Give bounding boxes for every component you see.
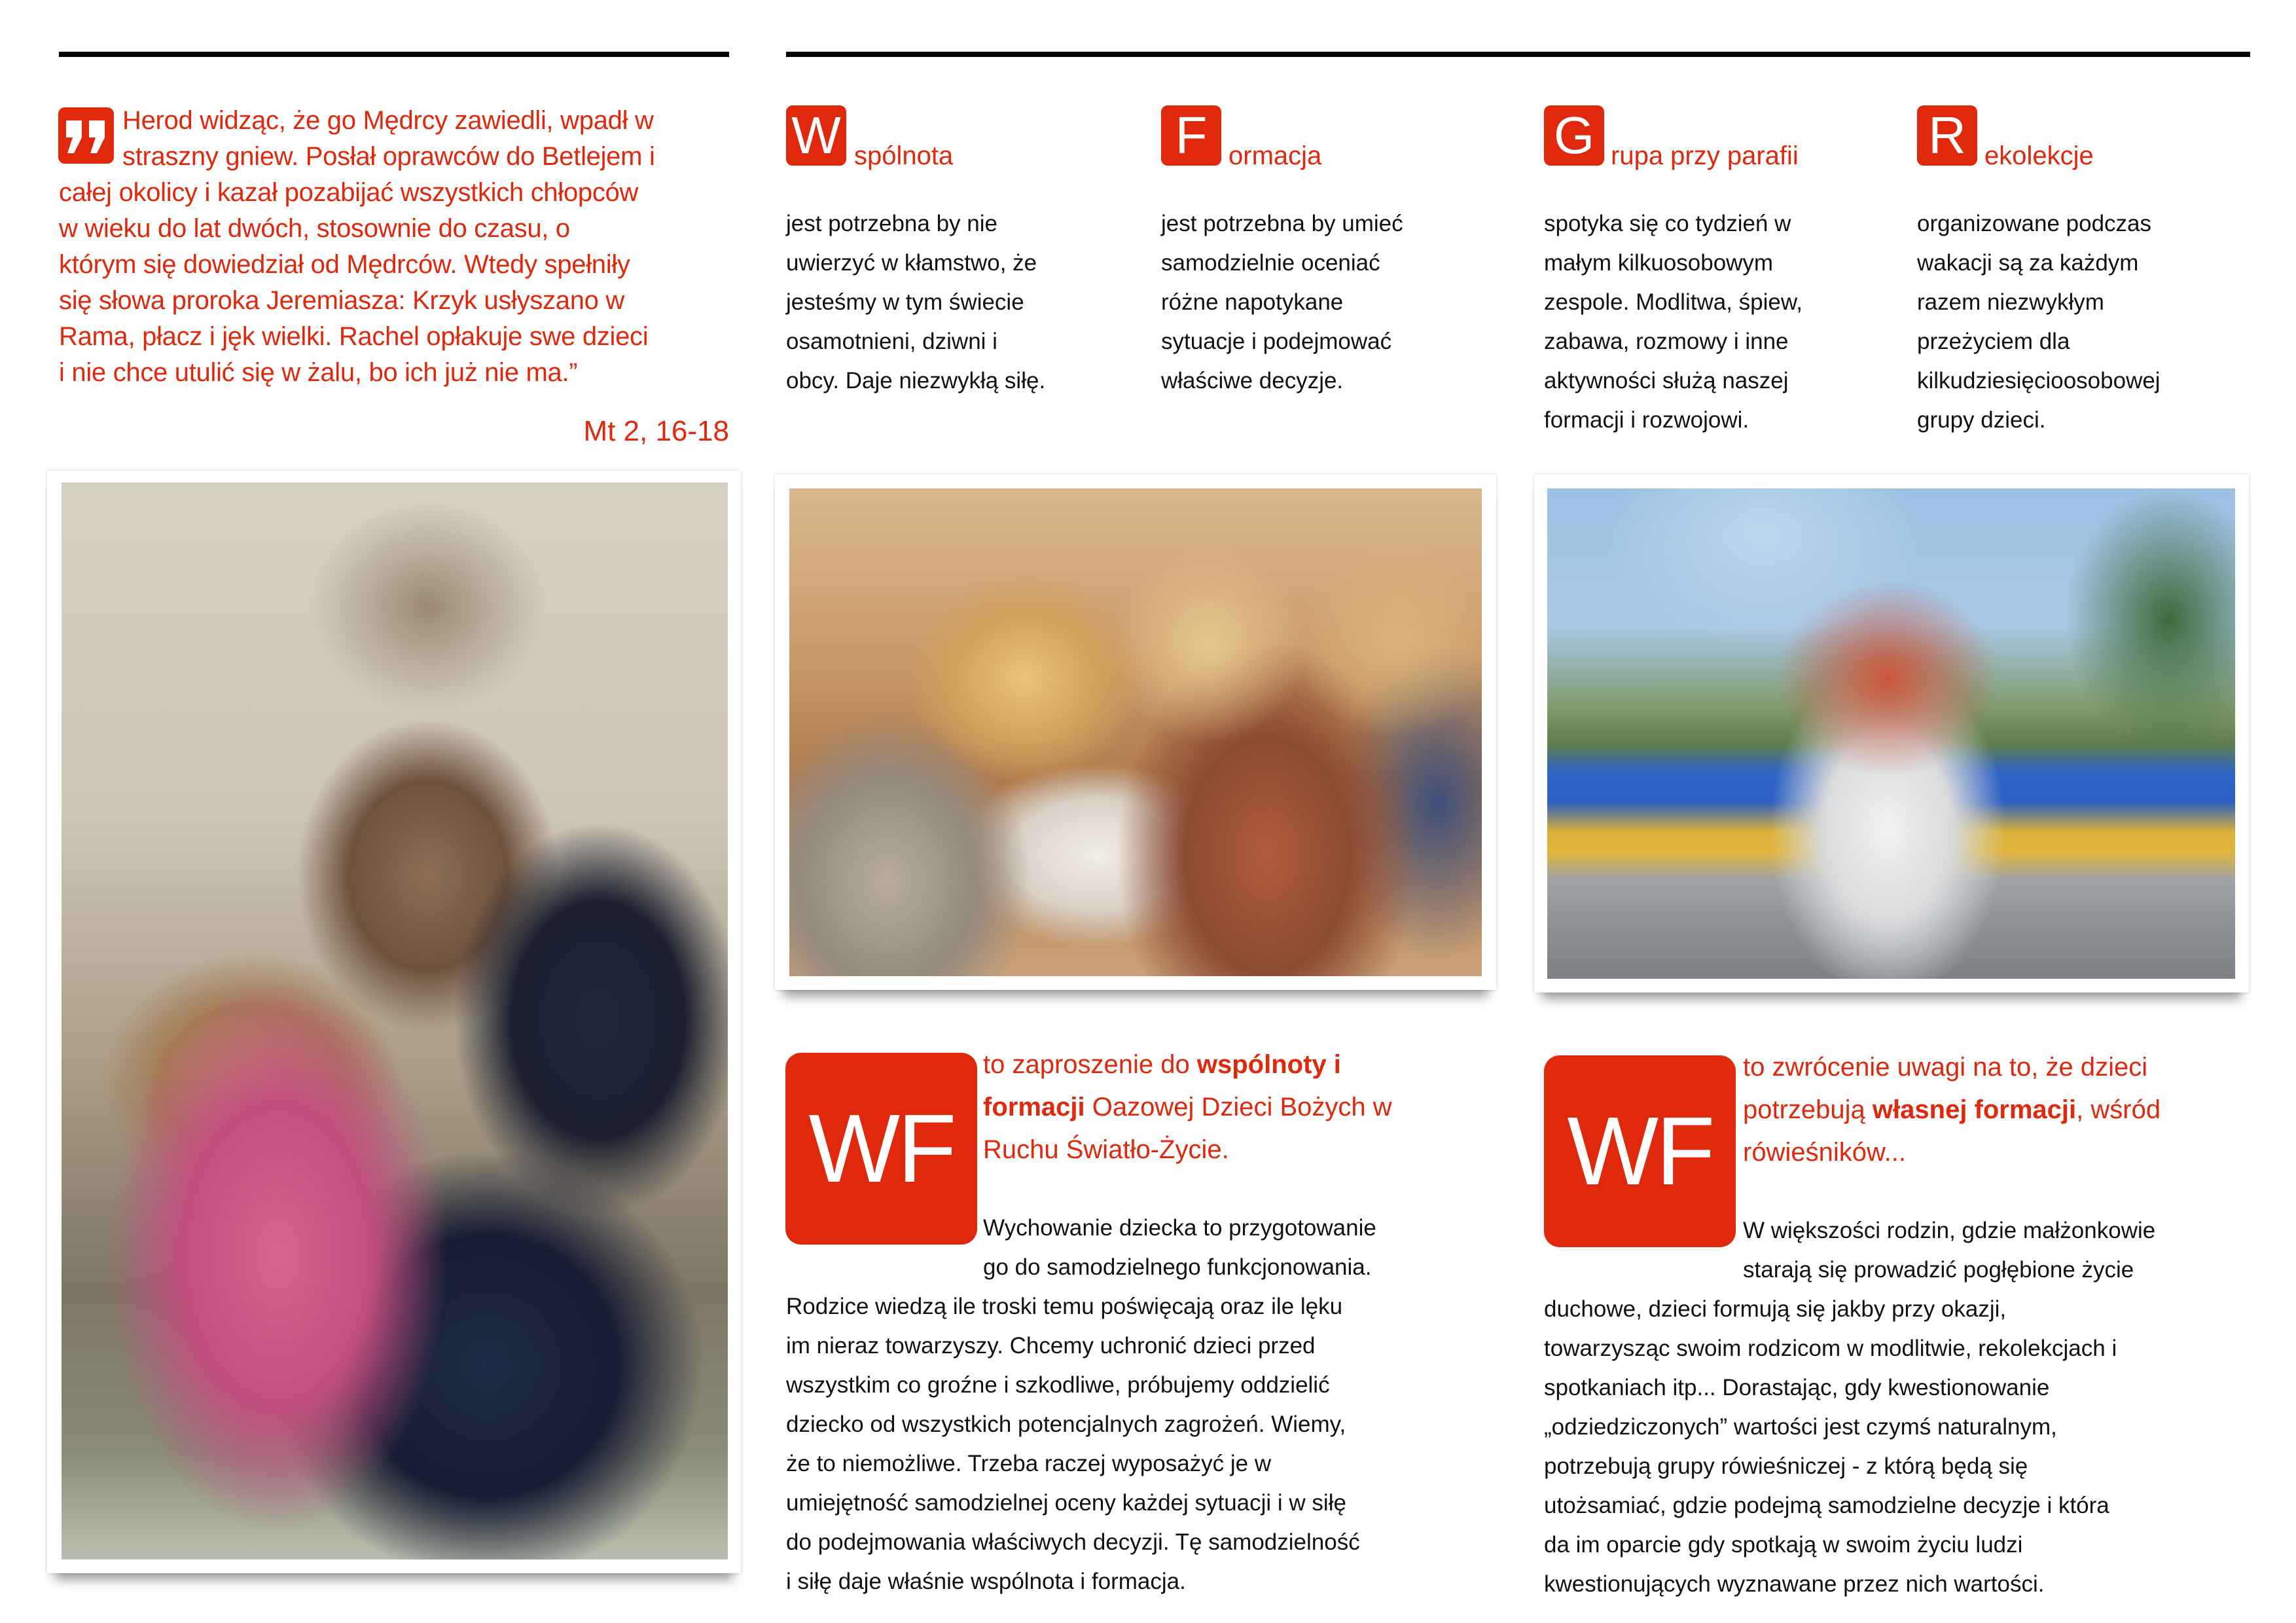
quote-line: całej okolicy i kazał pozabijać wszystkich chłopców — [59, 178, 639, 207]
pillar-line: grupy dzieci. — [1917, 407, 2046, 433]
wf-body-line: wszystkim co groźne i szkodliwe, próbujemy oddzielić — [786, 1372, 1330, 1398]
wf-body-line: utożsamiać, gdzie podejmą samodzielne decyzje i która — [1544, 1493, 2109, 1518]
wf-intro-text: , wśród — [2076, 1095, 2161, 1124]
quote-line: Herod widząc, że go Mędrcy zawiedli, wpadł w — [122, 106, 654, 135]
photo-group-outdoors — [1547, 488, 2235, 979]
wf-intro-line — [983, 1086, 1392, 1129]
wf-intro-line — [1743, 1131, 1906, 1174]
pillar-grupa — [1544, 105, 1910, 433]
pillar-line: właściwe decyzje. — [1161, 368, 1344, 393]
wf-body-line: umiejętność samodzielnej oceny każdej sytuacji i w siłę — [786, 1490, 1346, 1516]
pillar-description — [786, 204, 1045, 401]
pillar-line: formacji i rozwojowi. — [1544, 407, 1749, 433]
pillar-line: wakacji są za każdym — [1917, 250, 2139, 276]
pillar-line: osamotnieni, dziwni i — [786, 329, 997, 354]
pillar-line: zabawa, rozmowy i inne — [1544, 329, 1789, 354]
wf-intro-line — [1743, 1046, 2147, 1089]
pillar-line: kilkudziesięcioosobowej — [1917, 368, 2161, 393]
pillar-title: ekolekcje — [1984, 141, 2094, 170]
pillar-rekolekcje — [1917, 105, 2284, 433]
wf-intro-text: Ruchu Światło-Życie. — [983, 1135, 1229, 1164]
wf-intro-bold: wspólnoty i — [1196, 1050, 1341, 1079]
pillar-line: małym kilkuosobowym — [1544, 250, 1774, 276]
top-rule-left — [59, 52, 729, 57]
pillar-description — [1161, 204, 1403, 401]
pillar-letter-badge: R — [1917, 105, 1977, 166]
photo-frame-right — [1534, 475, 2249, 993]
pillar-description — [1544, 204, 1803, 440]
wf-body-line: i siłę daje właśnie wspólnota i formacja. — [786, 1569, 1186, 1594]
pillar-title: ormacja — [1229, 141, 1322, 170]
pillar-line: razem niezwykłym — [1917, 289, 2104, 315]
wf-intro-text: to zwrócenie uwagi na to, że dzieci — [1743, 1053, 2148, 1082]
pillar-line: uwierzyć w kłamstwo, że — [786, 250, 1037, 276]
pillar-line: spotyka się co tydzień w — [1544, 211, 1791, 236]
pillar-line: jest potrzebna by nie — [786, 211, 997, 236]
pillar-line: obcy. Daje niezwykłą siłę. — [786, 368, 1046, 393]
pillar-formacja — [1161, 105, 1528, 433]
photo-frame-middle — [775, 475, 1496, 990]
wf-intro-line — [983, 1044, 1341, 1086]
wf-intro-text: rówieśników... — [1743, 1138, 1906, 1167]
wf-intro-bold: formacji — [983, 1093, 1085, 1122]
quote-line: się słowa proroka Jeremiasza: Krzyk usłyszano w — [59, 286, 624, 315]
wf-body-line: że to niemożliwe. Trzeba raczej wyposażyć je w — [786, 1451, 1272, 1476]
pillar-line: jest potrzebna by umieć — [1161, 211, 1403, 236]
top-rule-right — [786, 52, 2250, 57]
quote-line: straszny gniew. Posłał oprawców do Betlejem i — [122, 142, 655, 171]
quote-line: w wieku do lat dwóch, stosownie do czasu, o — [59, 214, 570, 243]
pillar-title: spólnota — [854, 141, 954, 170]
pillar-title: rupa przy parafii — [1611, 141, 1799, 170]
photo-children-coloring — [789, 488, 1482, 976]
wf-badge: WF — [1544, 1055, 1736, 1247]
wf-intro-line — [983, 1129, 1229, 1171]
wf-body-line: starają się prowadzić pogłębione życie — [1743, 1257, 2134, 1283]
pillar-description — [1917, 204, 2161, 440]
wf-body-line: dziecko od wszystkich potencjalnych zagrożeń. Wiemy, — [786, 1412, 1346, 1437]
wf-body-line: spotkaniach itp... Dorastając, gdy kwestionowanie — [1544, 1375, 2050, 1400]
wf-body-line: Rodzice wiedzą ile troski temu poświęcają oraz ile lęku — [786, 1294, 1343, 1319]
pillar-line: samodzielnie oceniać — [1161, 250, 1380, 276]
quote-icon — [58, 107, 114, 164]
wf-body-line: kwestionujących wyznawane przez nich wartości. — [1544, 1571, 2045, 1597]
photo-children-sitting — [62, 483, 728, 1559]
pillar-line: jesteśmy w tym świecie — [786, 289, 1024, 315]
wf-intro-text: Oazowej Dzieci Bożych w — [1085, 1093, 1392, 1122]
wf-intro-line — [1743, 1089, 2161, 1131]
pillar-line: aktywności służą naszej — [1544, 368, 1789, 393]
pillar-line: różne napotykane — [1161, 289, 1344, 315]
wf-body-line: go do samodzielnego funkcjonowania. — [983, 1254, 1372, 1280]
wf-intro-text: potrzebują — [1743, 1095, 1873, 1124]
pillar-wspolnota — [786, 105, 1153, 433]
pillar-letter-badge: W — [786, 105, 846, 166]
wf-body-line: Wychowanie dziecka to przygotowanie — [983, 1215, 1376, 1241]
pillar-line: sytuacje i podejmować — [1161, 329, 1392, 354]
pillar-line: organizowane podczas — [1917, 211, 2152, 236]
wf-body-line: da im oparcie gdy spotkają w swoim życiu ludzi — [1544, 1532, 2023, 1558]
photo-frame-left — [47, 471, 741, 1573]
wf-body-line: do podejmowania właściwych decyzji. Tę samodzielność — [786, 1529, 1360, 1555]
wf-body-line: towarzysząc swoim rodzicom w modlitwie, rekolekcjach i — [1544, 1336, 2117, 1361]
quote-line: i nie chce utulić się w żalu, bo ich już nie ma.” — [59, 358, 578, 387]
wf-body-line: „odziedziczonych” wartości jest czymś naturalnym, — [1544, 1414, 2057, 1440]
pillar-letter-badge: G — [1544, 105, 1604, 166]
pillar-letter-badge: F — [1161, 105, 1221, 166]
pillar-line: zespole. Modlitwa, śpiew, — [1544, 289, 1803, 315]
wf-body-line: potrzebują grupy rówieśniczej - z którą będą się — [1544, 1453, 2028, 1479]
wf-body-line: W większości rodzin, gdzie małżonkowie — [1743, 1218, 2156, 1243]
quote-line: Rama, płacz i jęk wielki. Rachel opłakuje swe dzieci — [59, 322, 649, 351]
quote-line: którym się dowiedział od Mędrców. Wtedy spełniły — [59, 250, 630, 279]
wf-badge: WF — [785, 1053, 977, 1245]
wf-body-line: im nieraz towarzyszy. Chcemy uchronić dzieci przed — [786, 1333, 1316, 1359]
wf-body-line: duchowe, dzieci formują się jakby przy okazji, — [1544, 1296, 2007, 1322]
quote-citation: Mt 2, 16-18 — [583, 415, 729, 447]
pillar-line: przeżyciem dla — [1917, 329, 2070, 354]
wf-intro-bold: własnej formacji — [1872, 1095, 2077, 1124]
wf-intro-text: to zaproszenie do — [983, 1050, 1197, 1079]
